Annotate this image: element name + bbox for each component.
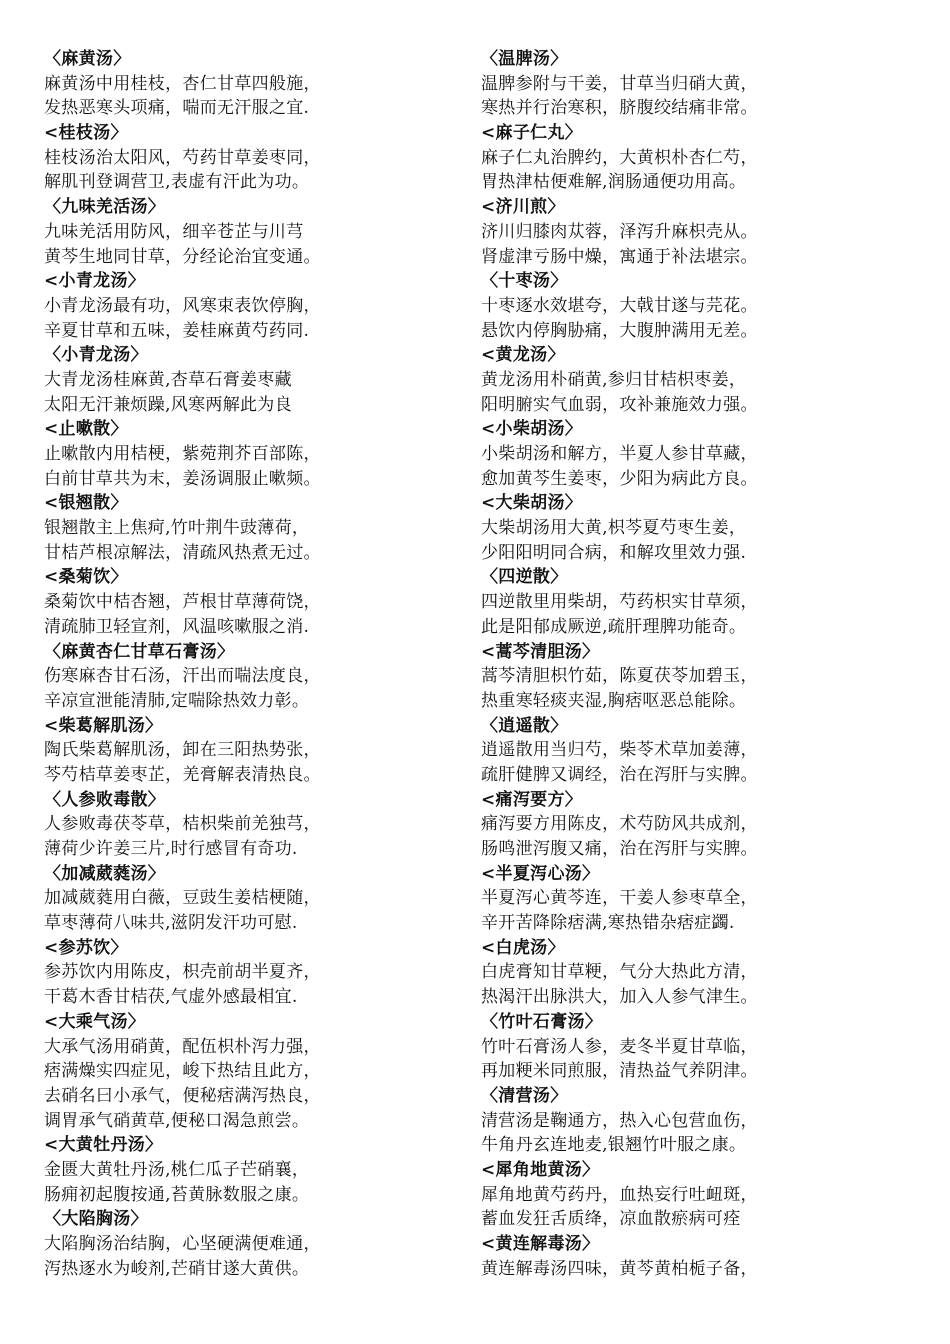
verse-line: 太阳无汗兼烦躁,风寒两解此为良 [44,394,292,415]
verse-line: 解肌刊登调营卫,表虚有汗此为功。 [44,172,310,193]
formula-title: 〈大陷胸汤〉 [44,1209,148,1230]
verse-line: 半夏泻心黄芩连，干姜人参枣草全， [481,888,758,909]
verse-line: 竹叶石膏汤人参，麦冬半夏甘草临， [481,1036,758,1057]
formula-title: <黄连解毒汤〉 [481,1234,600,1254]
verse-line: 泻热逐水为峻剂,芒硝甘遂大黄供。 [44,1258,310,1279]
verse-line: 大承气汤用硝黄，配伍枳朴泻力强， [44,1036,321,1057]
formula-title: 〈九味羌活汤〉 [44,197,166,218]
verse-line: 加减葳蕤用白薇，豆豉生姜桔梗随， [44,888,321,909]
verse-line: 蒿芩清胆枳竹茹，陈夏茯苓加碧玉， [481,666,758,687]
formula-title: <济川煎〉 [481,197,565,218]
verse-line: 参苏饮内用陈皮，枳壳前胡半夏齐， [44,962,321,983]
formula-title: <大黄牡丹汤〉 [44,1135,163,1156]
verse-line: 黄龙汤用朴硝黄,参归甘桔枳枣姜， [481,369,747,390]
verse-line: 辛凉宣泄能清肺,定喘除热效力彰。 [44,690,310,711]
formula-title: <痛泻要方〉 [481,789,583,810]
verse-line: 愈加黄芩生姜枣，少阳为病此方良。 [481,468,758,489]
verse-line: 温脾参附与干姜，甘草当归硝大黄， [481,73,758,94]
formula-title: <桑菊饮〉 [44,567,128,588]
left-column [44,47,444,1281]
formula-title: 〈麻黄杏仁甘草石膏汤〉 [44,641,235,662]
verse-line: 麻子仁丸治脾约，大黄枳朴杏仁芍， [481,147,758,168]
verse-line: 发热恶寒头项痛，喘而无汗服之宜. [44,98,310,119]
verse-line: 黄连解毒汤四味，黄芩黄柏栀子备， [481,1258,758,1279]
verse-line: 去硝名曰小承气，便秘痞满泻热良， [44,1085,321,1106]
verse-line: 阳明腑实气血弱，攻补兼施效力强。 [481,394,758,415]
formula-title: 〈小青龙汤〉 [44,345,148,366]
verse-line: 桑菊饮中桔杏翘，芦根甘草薄荷饶， [44,592,321,613]
formula-title: 〈人参败毒散〉 [44,789,166,810]
verse-line: 金匮大黄牡丹汤,桃仁瓜子芒硝襄， [44,1159,310,1180]
formula-title: 〈麻黄汤〉 [44,49,131,69]
formula-title: <银翘散〉 [44,493,128,514]
verse-line: 十枣逐水效堪夸，大戟甘遂与芫花。 [481,295,758,316]
verse-line: 痞满燥实四症见，峻下热结且此方， [44,1061,321,1082]
verse-line: 白前甘草共为末，姜汤调服止嗽频。 [44,468,321,489]
formula-title: <桂枝汤〉 [44,123,128,144]
formula-title: 〈四逆散〉 [481,567,568,588]
formula-title: 〈清营汤〉 [481,1085,568,1106]
formula-title: 〈竹叶石膏汤〉 [481,1011,603,1032]
verse-line: 再加粳米同煎服，清热益气养阴津。 [481,1061,758,1082]
verse-line: 小柴胡汤和解方，半夏人参甘草藏， [481,444,758,464]
verse-line: 白虎膏知甘草粳，气分大热此方清， [481,962,758,983]
verse-line: 辛夏甘草和五味，姜桂麻黄芍药同. [44,320,310,341]
verse-line: 陶氏柴葛解肌汤，卸在三阳热势张， [44,740,321,761]
verse-line: 芩芍桔草姜枣芷，羌膏解表清热良。 [44,764,321,785]
verse-line: 调胃承气硝黄草,便秘口渴急煎尝。 [44,1110,310,1131]
formula-title: 〈十枣汤〉 [481,271,568,292]
formula-title: <小柴胡汤〉 [481,419,583,440]
right-column [481,47,921,1281]
formula-title: 〈加减葳蕤汤〉 [44,863,166,884]
formula-title: <柴葛解肌汤〉 [44,715,163,736]
verse-line: 热渴汗出脉洪大，加入人参气津生。 [481,987,758,1008]
verse-line: 人参败毒茯苓草，桔枳柴前羌独芎， [44,814,321,835]
verse-line: 黄芩生地同甘草，分经论治宜变通。 [44,246,321,267]
verse-line: 逍遥散用当归芍，柴苓术草加姜薄， [481,740,758,761]
verse-line: 此是阳郁成厥逆,疏肝理脾功能奇。 [481,616,747,637]
verse-line: 胃热津枯便难解,润肠通便功用高。 [481,172,747,193]
verse-line: 伤寒麻杏甘石汤，汗出而喘法度良， [44,666,321,687]
verse-line: 清营汤是鞠通方，热入心包营血伤， [481,1110,758,1131]
verse-line: 辛开苦降除痞满,寒热错杂痞症蠲. [481,913,735,934]
verse-line: 肠痈初起腹按通,苔黄脉数服之康。 [44,1184,310,1205]
verse-line: 大柴胡汤用大黄,枳芩夏芍枣生姜， [481,518,747,539]
verse-line: 甘桔芦根凉解法，清疏风热煮无过。 [44,542,321,563]
verse-line: 干葛木香甘桔茯,气虚外感最相宜. [44,987,298,1008]
verse-line: 犀角地黄芍药丹，血热妄行吐衄斑， [481,1184,758,1205]
formula-title: <参苏饮〉 [44,937,128,958]
formula-title: <犀角地黄汤〉 [481,1159,600,1180]
formula-title: <大柴胡汤〉 [481,493,583,514]
verse-line: 小青龙汤最有功，风寒束表饮停胸， [44,295,321,316]
formula-title: <止嗽散〉 [44,419,128,440]
formula-title: 〈温脾汤〉 [481,49,568,69]
formula-title: <黄龙汤〉 [481,345,565,366]
verse-line: 肾虚津亏肠中燥，寓通于补法堪宗。 [481,246,758,267]
verse-line: 止嗽散内用桔梗，紫菀荆芥百部陈， [44,444,321,464]
verse-line: 薄荷少许姜三片,时行感冒有奇功. [44,839,298,859]
verse-line: 济川归膝肉苁蓉，泽泻升麻枳壳从。 [481,221,758,242]
formula-title: <大乘气汤〉 [44,1011,146,1032]
verse-line: 寒热并行治寒积，脐腹绞结痛非常。 [481,98,758,119]
verse-line: 麻黄汤中用桂枝，杏仁甘草四般施， [44,73,321,94]
formula-title: <白虎汤〉 [481,937,565,958]
verse-line: 草枣薄荷八味共,滋阴发汗功可慰. [44,913,298,934]
formula-title: <蒿芩清胆汤〉 [481,641,600,662]
formula-title: 〈逍遥散〉 [481,715,568,736]
verse-line: 少阳阳明同合病，和解攻里效力强. [481,542,747,563]
verse-line: 热重寒轻痰夹湿,胸痞呕恶总能除。 [481,690,747,711]
formula-title: <小青龙汤〉 [44,271,146,292]
verse-line: 大陷胸汤治结胸，心坚硬满便难通， [44,1234,321,1254]
formula-title: <麻子仁丸〉 [481,123,583,144]
verse-line: 清疏肺卫轻宣剂，风温咳嗽服之消. [44,616,310,637]
verse-line: 九味羌活用防风，细辛苍芷与川芎 [44,221,304,242]
verse-line: 悬饮内停胸胁痛，大腹肿满用无差。 [481,320,758,341]
verse-line: 肠鸣泄泻腹又痛，治在泻肝与实脾。 [481,839,758,859]
verse-line: 桂枝汤治太阳风，芍药甘草姜枣同， [44,147,321,168]
verse-line: 银翘散主上焦疴,竹叶荆牛豉薄荷， [44,518,310,539]
formula-title: <半夏泻心汤〉 [481,863,600,884]
verse-line: 四逆散里用柴胡，芍药枳实甘草须， [481,592,758,613]
verse-line: 蓄血发狂舌质绛，凉血散瘀病可痊 [481,1209,741,1230]
verse-line: 大青龙汤桂麻黄,杏草石膏姜枣藏 [44,369,292,390]
verse-line: 疏肝健脾又调经，治在泻肝与实脾。 [481,764,758,785]
verse-line: 痛泻要方用陈皮，术芍防风共成剂， [481,814,758,835]
verse-line: 牛角丹玄连地麦,银翘竹叶服之康。 [481,1135,747,1156]
